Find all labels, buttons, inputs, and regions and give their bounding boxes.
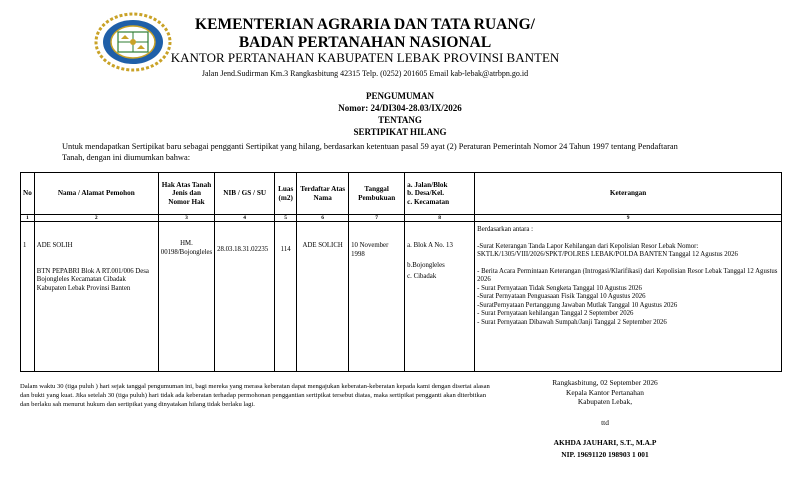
intro-paragraph: Untuk mendapatkan Sertipikat baru sebagai pengganti Sertipikat yang hilang, berdasarkan ketentuan pasal 59 ayat (2) Peraturan Pemerintah Nomor 24 Tahun 1997 tentang Pendaftaran Tanah, dengan ini diumumkan bahwa: — [62, 142, 678, 162]
announcement-title: PENGUMUMAN — [366, 91, 434, 101]
col-header-terdaftar: Terdaftar Atas Nama — [297, 173, 349, 215]
col-number: 3 — [158, 215, 214, 222]
agency-line1: KEMENTERIAN AGRARIA DAN TATA RUANG/ — [195, 16, 535, 33]
certificate-table — [20, 172, 782, 372]
col-header-lokasi: a. Jalan/Blok b. Desa/Kel. c. Kecamatan — [405, 173, 475, 215]
signer-position-2: Kabupaten Lebak, — [577, 397, 633, 406]
col-header-tanggal: Tanggal Pembukuan — [349, 173, 405, 215]
keterangan-item: -SuratPernyataan Pertanggung Jawaban Mutlak Tanggal 10 Agustus 2026 — [477, 301, 678, 309]
col-number: 2 — [34, 215, 158, 222]
lokasi-kecamatan: c. Cibadak — [407, 273, 437, 280]
signer-nip: NIP. 19691120 198903 1 001 — [561, 450, 649, 459]
column-number-row — [21, 215, 782, 222]
col-header-hak: Hak Atas Tanah Jenis dan Nomor Hak — [158, 173, 214, 215]
hak-type: HM. — [180, 240, 193, 247]
col-number: 5 — [275, 215, 297, 222]
keterangan-item: -Surat Keterangan Tanda Lapor Kehilangan dari Kepolisian Resor Lebak Nomor: SKTLK/1305/VIII/2026/SPKT/POLRES LEBAK/POLDA BANTEN Tanggal 12 Agustus 2026 — [477, 242, 738, 258]
row-no: 1 — [21, 222, 35, 372]
office-name: KANTOR PERTANAHAN KABUPATEN LEBAK PROVINSI BANTEN — [170, 50, 560, 65]
objection-notice: Dalam waktu 30 (tiga puluh ) hari sejak tanggal pengumuman ini, bagi mereka yang merasa keberatan dapat mengajukan keberatan-keberatan kepada kami dengan disertai alasan dan bukti yang kuat. Jika setelah 30 (tiga puluh) hari tidak ada keberatan terhadap permohonan penggantian sertipikat tersebut diatas, maka sertipikat pengganti akan diterbitkan dan berlaku sah menurut hukum dan sertipikat yang dinyatakan hilang tidak berlaku lagi. — [20, 383, 490, 409]
lokasi-jalan: a. Blok A No. 13 — [407, 242, 453, 249]
bpn-logo — [94, 12, 172, 72]
col-header-luas: Luas (m2) — [275, 173, 297, 215]
announcement-about: TENTANG — [378, 115, 422, 125]
applicant-address: BTN PEPABRI Blok A RT.001/006 Desa Bojongleles Kecamatan Cibadak Kabupaten Lebak Provinsi Banten — [36, 267, 149, 292]
applicant-name: ADE SOLIH — [36, 242, 73, 249]
announcement-number: Nomor: 24/DI304-28.03/IX/2026 — [338, 103, 462, 113]
col-number: 6 — [297, 215, 349, 222]
col-number: 9 — [475, 215, 782, 222]
keterangan-item: - Surat Pernyataan Tidak Sengketa Tanggal 10 Agustus 2026 — [477, 284, 642, 292]
agency-line2: BADAN PERTANAHAN NASIONAL — [238, 34, 492, 51]
ttd-mark: ttd — [601, 418, 609, 427]
office-address: Jalan Jend.Sudirman Km.3 Rangkasbitung 42315 Telp. (0252) 201605 Email kab-lebak@atrbpn.go.id — [201, 69, 529, 78]
col-header-no: No — [21, 173, 35, 215]
keterangan-item: - Surat Pernyataan Dibawah Sumpah/Janji Tanggal 2 September 2026 — [477, 318, 667, 326]
keterangan-item: -Surat Pernyataan Penguasaan Fisik Tanggal 10 Agustus 2026 — [477, 293, 646, 300]
signer-position-1: Kepala Kantor Pertanahan — [566, 388, 644, 397]
keterangan-head: Berdasarkan antara : — [477, 226, 534, 233]
terdaftar-cell: ADE SOLICH — [297, 222, 349, 372]
keterangan-item: - Surat Pernyataan kehilangan Tanggal 2 September 2026 — [477, 310, 634, 317]
col-header-nib: NIB / GS / SU — [215, 173, 275, 215]
table-row — [21, 222, 782, 372]
nib-cell: 28.03.18.31.02235 — [215, 222, 275, 372]
announcement-subject: SERTIPIKAT HILANG — [353, 127, 447, 137]
col-header-name: Nama / Alamat Pemohon — [34, 173, 158, 215]
applicant-cell — [34, 222, 158, 372]
lokasi-cell — [405, 222, 475, 372]
col-number: 7 — [349, 215, 405, 222]
hak-cell — [158, 222, 214, 372]
lokasi-desa: b.Bojongleles — [407, 261, 445, 269]
tanggal-cell: 10 November 1998 — [349, 222, 405, 372]
signer-name: AKHDA JAUHARI, S.T., M.A.P — [553, 438, 657, 447]
place-date: Rangkasbitung, 02 September 2026 — [552, 378, 658, 387]
col-number: 1 — [21, 215, 35, 222]
hak-number: 00198/Bojongleles — [160, 248, 213, 256]
keterangan-item: - Berita Acara Permintaan Keterangan (Introgasi/Klarifikasi) dari Kepolisian Resor Lebak Tanggal 12 Agustus 2026 — [477, 267, 778, 283]
agency-title — [170, 16, 560, 52]
keterangan-cell — [475, 222, 782, 372]
table-header-row — [21, 173, 782, 215]
col-header-keterangan: Keterangan — [475, 173, 782, 215]
luas-cell: 114 — [275, 222, 297, 372]
col-number: 8 — [405, 215, 475, 222]
col-number: 4 — [215, 215, 275, 222]
